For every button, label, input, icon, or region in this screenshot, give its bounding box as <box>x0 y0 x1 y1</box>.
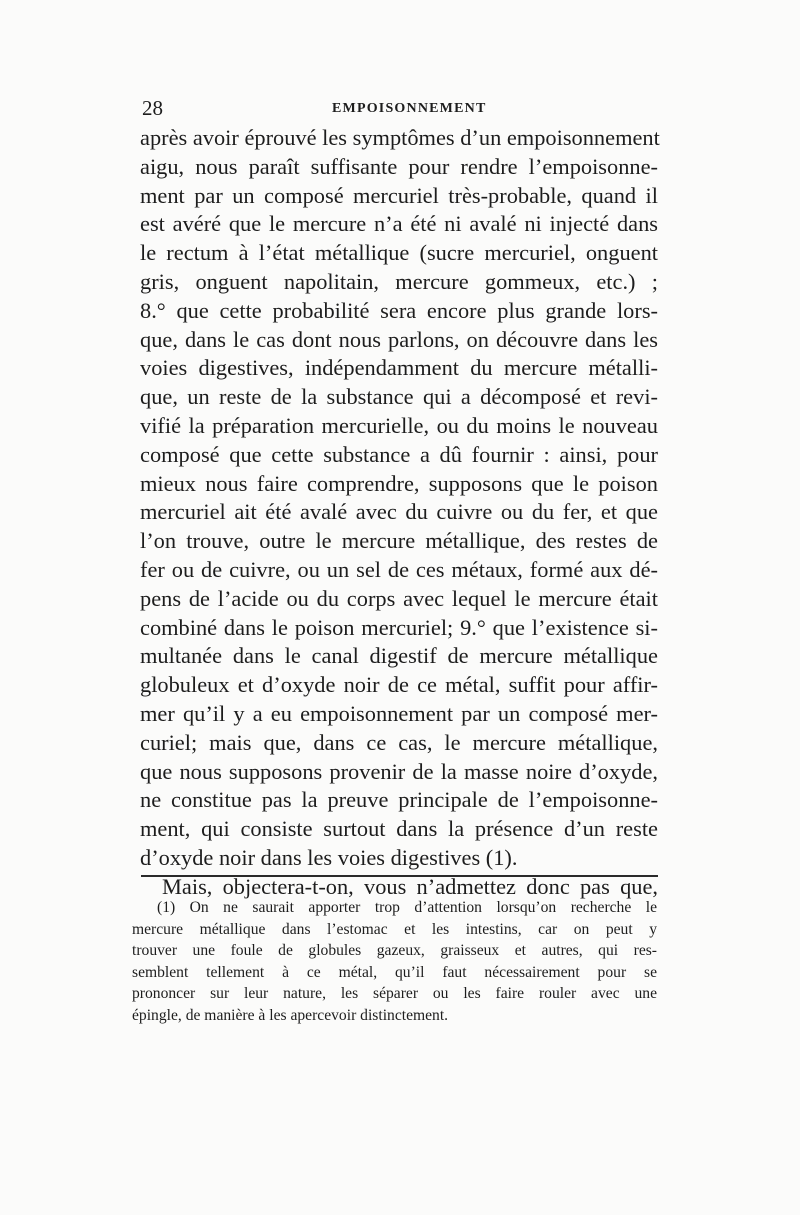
text-line: est avéré que le mercure n’a été ni avalé ni injecté dans <box>140 211 658 237</box>
footnote-line: épingle, de manière à les apercevoir distinctement. <box>132 1006 449 1024</box>
text-line: pens de l’acide ou du corps avec lequel le mercure était <box>140 585 658 611</box>
footnote <box>132 897 657 1027</box>
body-text <box>140 124 658 902</box>
text-line: fer ou de cuivre, ou un sel de ces métaux, formé aux dé- <box>140 556 658 582</box>
text-line: globuleux et d’oxyde noir de ce métal, suffit pour affir- <box>140 672 658 698</box>
text-line: curiel; mais que, dans ce cas, le mercure métallique, <box>140 729 658 755</box>
text-line: que, dans le cas dont nous parlons, on découvre dans les <box>140 326 658 352</box>
text-line: aigu, nous paraît suffisante pour rendre l’empoisonne- <box>140 153 658 179</box>
text-line-paragraph-start: Mais, objectera-t-on, vous n’admettez donc pas que, <box>162 873 658 899</box>
text-line: voies digestives, indépendamment du mercure métalli- <box>140 355 658 381</box>
text-line: mercuriel ait été avalé avec du cuivre ou du fer, et que <box>140 499 658 525</box>
footnote-line: prononcer sur leur nature, les séparer ou les faire rouler avec une <box>132 985 657 1003</box>
text-line-paragraph-end: d’oxyde noir dans les voies digestives (1). <box>140 844 518 870</box>
text-line: que nous supposons provenir de la masse noire d’oxyde, <box>140 758 658 784</box>
footnote-line: trouver une foule de globules gazeux, graisseux et autres, qui res- <box>132 942 657 960</box>
text-line: mer qu’il y a eu empoisonnement par un composé mer- <box>140 700 658 726</box>
text-line: vifié la préparation mercurielle, ou du moins le nouveau <box>140 412 658 438</box>
text-line: après avoir éprouvé les symptômes d’un empoisonnement <box>140 125 660 150</box>
text-line: que, un reste de la substance qui a décomposé et revi- <box>140 384 658 410</box>
running-title: EMPOISONNEMENT <box>332 101 487 116</box>
text-line: composé que cette substance a dû fournir : ainsi, pour <box>140 441 658 467</box>
footnote-line: semblent tellement à ce métal, qu’il faut nécessairement pour se <box>132 963 657 981</box>
footnote-line: (1) On ne saurait apporter trop d’attention lorsqu’on recherche le <box>157 899 657 916</box>
text-line: le rectum à l’état métallique (sucre mercuriel, onguent <box>140 240 658 266</box>
text-line: l’on trouve, outre le mercure métallique, des restes de <box>140 528 658 554</box>
text-line: ment, qui consiste surtout dans la présence d’un reste <box>140 816 658 842</box>
text-line: 8.° que cette probabilité sera encore plus grande lors- <box>140 297 658 323</box>
text-line: combiné dans le poison mercuriel; 9.° que l’existence si- <box>140 614 658 640</box>
page-number: 28 <box>142 96 163 120</box>
footnote-rule <box>141 875 658 877</box>
text-line: ment par un composé mercuriel très-probable, quand il <box>140 182 658 208</box>
text-line: mieux nous faire comprendre, supposons que le poison <box>140 470 658 496</box>
text-line: ne constitue pas la preuve principale de l’empoisonne- <box>140 787 658 813</box>
text-line: multanée dans le canal digestif de mercure métallique <box>140 643 658 669</box>
text-line: gris, onguent napolitain, mercure gommeux, etc.) ; <box>140 268 658 294</box>
footnote-line: mercure métallique dans l’estomac et les intestins, car on peut y <box>132 920 657 938</box>
page-header <box>142 96 657 122</box>
